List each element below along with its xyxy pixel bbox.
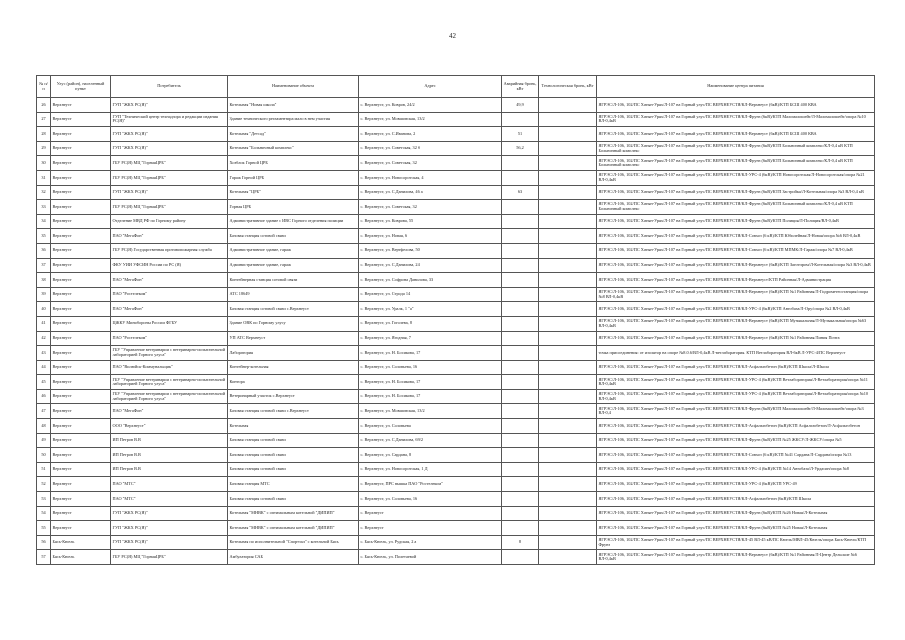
cell-address: с. Верхнеуст, ул. Гоголева, 8 [359, 316, 502, 331]
cell-consumer: ГБУ "Управление ветеринарии с ветеринарно-испытательной лабораторией Горного улуса" [111, 375, 228, 390]
cell-address: с. Верхнеуст, ул. Мовшовская, 13/2 [359, 404, 502, 419]
table-row [37, 462, 875, 477]
cell-object: Контейнерная станция сотовой связи [228, 273, 359, 288]
header-consumer: Потребитель [111, 76, 228, 98]
cell-object: Базовая станция сотовой связи [228, 448, 359, 463]
table-row [37, 127, 875, 142]
cell-index: 34 [37, 214, 51, 229]
cell-tech-reserve [539, 360, 597, 375]
cell-district: Верхнеуст [51, 200, 111, 215]
cell-object: Здание ОВК по Горному улусу [228, 316, 359, 331]
cell-power-center: ЯГРЭС/Л-106, 102/ПС Хатын-Урях/Л-107 на Горный улус/ПС ВЕРХНЕУСТЯ/КЛ-Верхнеуст/КТП Районная/Л-Администрация [597, 273, 875, 288]
table-row [37, 521, 875, 536]
cell-object: Котельная "Новая школа" [228, 98, 359, 113]
cell-district: Верхнеуст [51, 477, 111, 492]
cell-tech-reserve [539, 375, 597, 390]
cell-consumer: ПАО "МегаФон" [111, 273, 228, 288]
cell-emergency-reserve [502, 433, 539, 448]
cell-consumer: ГБУ "Управление ветеринарии с ветеринарно-испытательной лабораторией Горного улуса" [111, 346, 228, 361]
cell-address: с. Верхнеуст, ул. Коврова, 55 [359, 214, 502, 229]
table-row [37, 433, 875, 448]
table-row [37, 258, 875, 273]
cell-district: Верхнеуст [51, 214, 111, 229]
cell-district: Верхнеуст [51, 331, 111, 346]
cell-power-center: ЯГРЭС/Л-106, 102/ПС Хатын-Урях/Л-107 на Горный улус/ПС ВЕРХНЕУСТЯ/КЛ-Фрунз (6кВ)/КТП Полиция/Л-Полиция/ВЛ-0,4кВ [597, 214, 875, 229]
cell-index: 56 [37, 535, 51, 550]
table-row [37, 112, 875, 127]
cell-emergency-reserve [502, 375, 539, 390]
cell-object: Котельная [228, 419, 359, 434]
cell-emergency-reserve [502, 521, 539, 536]
cell-power-center: ЯГРЭС/Л-106, 102/ПС Хатын-Урях/Л-107 на Горный улус/ПС ВЕРХНЕУСТЯ/КЛ-Асфальтобетон (6кВ)/КТП Школа/Л-Школа [597, 360, 875, 375]
table-row [37, 156, 875, 171]
cell-power-center: ЯГРЭС/Л-106, 102/ПС Хатын-Урях/Л-107 на Горный улус/ПС ВЕРХНЕУСТЯ/КЛ-Фрунз (6кВ)/КТП №25 ЖКСУ/Л-ЖКСУ/опора №5 [597, 433, 875, 448]
cell-district: Верхнеуст [51, 185, 111, 200]
cell-index: 55 [37, 521, 51, 536]
cell-tech-reserve [539, 112, 597, 127]
cell-index: 27 [37, 112, 51, 127]
cell-consumer: ГУП "ЖКХ РС(Я)" [111, 185, 228, 200]
cell-emergency-reserve [502, 389, 539, 404]
cell-index: 36 [37, 243, 51, 258]
table-row [37, 243, 875, 258]
cell-consumer: ГУП "ЖКХ РС(Я)" [111, 127, 228, 142]
cell-emergency-reserve [502, 156, 539, 171]
cell-tech-reserve [539, 316, 597, 331]
cell-consumer: ГУП "Технический центр технадзора и редакции издания РС(Я)" [111, 112, 228, 127]
cell-emergency-reserve [502, 360, 539, 375]
cell-tech-reserve [539, 419, 597, 434]
cell-address: с. Верхнеуст, ул. Ковров, 24/2 [359, 98, 502, 113]
cell-address: с. Верхнеуст, ул. Советская, 32 [359, 156, 502, 171]
cell-consumer: Отделение МВД РФ по Горному району [111, 214, 228, 229]
cell-district: Бясь-Кюель [51, 550, 111, 565]
cell-address: с. Верхнеуст, ул. Н. Босикова, 17 [359, 375, 502, 390]
table-row [37, 550, 875, 565]
cell-power-center: ЯГРЭС/Л-106, 102/ПС Хатын-Урях/Л-107 на Горный улус/ПС ВЕРХНЕУСТЯ/КЛ-Фрунз (6кВ)/КТП Больничный комплекс/КЛ-0,4 кВ КТП Больничный комплекс [597, 141, 875, 156]
cell-address: с. Верхнеуст, ул. Строда 14 [359, 287, 502, 302]
table-row [37, 506, 875, 521]
cell-address: с. Верхнеуст, ул. С.Данилова, 46 а [359, 185, 502, 200]
cell-emergency-reserve [502, 170, 539, 185]
cell-index: 40 [37, 302, 51, 317]
cell-object: Котельная "ЦРБ" [228, 185, 359, 200]
cell-address: с. Верхнеуст, ул. Советская, 32 б [359, 141, 502, 156]
cell-tech-reserve [539, 141, 597, 156]
table-row [37, 419, 875, 434]
cell-district: Верхнеуст [51, 506, 111, 521]
cell-emergency-reserve [502, 448, 539, 463]
cell-consumer: ГУП "ЖКХ РС(Я)" [111, 535, 228, 550]
cell-index: 28 [37, 127, 51, 142]
cell-tech-reserve [539, 521, 597, 536]
cell-power-center: ЯГРЭС/Л-106, 102/ПС Хатын-Урях/Л-107 на Горный улус/ПС ВЕРХНЕУСТЯ/КЛ-Асфальтобетон (6кВ)/КТП Школа [597, 492, 875, 507]
cell-power-center: ЯГРЭС/Л-106, 102/ПС Хатын-Урях/Л-107 на Горный улус/ПС ВЕРХНЕУСТЯ/КЛ-УРС-4 (6кВ)/КТП №14 Автобаза/Л-Урдасин/опора №8 [597, 462, 875, 477]
cell-consumer: ФКУ УИИ УФСИН России по РС (Я) [111, 258, 228, 273]
cell-object: Котельная по исполнительной "Спортзал" с котельной Бясь [228, 535, 359, 550]
cell-district: Верхнеуст [51, 404, 111, 419]
cell-power-center: ЯГРЭС/Л-106, 102/ПС Хатын-Урях/Л-107 на Горный улус/ПС ВЕРХНЕУСТЯ/КЛ-Верхнеуст (6кВ)/КТП Музыкальная/Л-Музыкальная/опора №63 ВЛ-0,4кВ [597, 316, 875, 331]
cell-object: АТС 18649 [228, 287, 359, 302]
cell-power-center: точка присоединения: от изолятор на опоре №8.0.6/ВЛ-0,4кВ Л-ветлаборатория. КТП Ветлаборатория ВЛ-6кВ Л-УРС-4/ПС Верхнеуст [597, 346, 875, 361]
cell-tech-reserve [539, 462, 597, 477]
cell-district: Верхнеуст [51, 243, 111, 258]
cell-emergency-reserve [502, 112, 539, 127]
cell-object: Здание технического регламентира мало в нем участия [228, 112, 359, 127]
cell-district: Верхнеуст [51, 419, 111, 434]
power-reserve-table [36, 75, 875, 565]
cell-district: Верхнеуст [51, 141, 111, 156]
cell-emergency-reserve [502, 214, 539, 229]
cell-address: с. Верхнеуст, ул. С.Иванова, 2 [359, 127, 502, 142]
cell-power-center: ЯГРЭС/Л-106, 102/ПС Хатын-Урях/Л-107 на Горный улус/ПС ВЕРХНЕУСТЯ/КЛ-УРС-4 (6кВ)/КТП УРС-49 [597, 477, 875, 492]
cell-consumer: ПАО "МегаФон" [111, 404, 228, 419]
cell-consumer: ГБУ РС(Я) МЦ "ГорнаяЦРБ" [111, 200, 228, 215]
cell-object: Административное здание с ИВС Горного отделения полиции [228, 214, 359, 229]
cell-index: 41 [37, 316, 51, 331]
cell-object: Котельная "МНВК" с оптимальным котельной "ДИПИП" [228, 521, 359, 536]
cell-power-center: ЯГРЭС/Л-106, 102/ПС Хатын-Урях/Л-107 на Горный улус/ПС ВЕРХНЕУСТЯ/КЛ-Совхоз (6 кВ)/КТП МПМК/Л-Гараж/опора №7 ВЛ-0,4кВ [597, 243, 875, 258]
cell-consumer: ГБУ РС(Я) Государственная противопожарная служба [111, 243, 228, 258]
cell-index: 50 [37, 448, 51, 463]
cell-address: с. Верхнеуст, ул. Советская, 32 [359, 200, 502, 215]
cell-index: 48 [37, 419, 51, 434]
cell-object: Контора [228, 375, 359, 390]
cell-district: Верхнеуст [51, 492, 111, 507]
cell-district: Верхнеуст [51, 448, 111, 463]
cell-index: 30 [37, 156, 51, 171]
cell-tech-reserve [539, 506, 597, 521]
cell-tech-reserve [539, 243, 597, 258]
table-row [37, 316, 875, 331]
cell-address: с. Верхнеуст, ул. С.Данилова, 24 [359, 258, 502, 273]
cell-district: Верхнеуст [51, 316, 111, 331]
cell-emergency-reserve: 49,9 [502, 98, 539, 113]
cell-object: Контейнер-котельная [228, 360, 359, 375]
table-row [37, 375, 875, 390]
cell-address: с. Верхнеуст, ПРС вышка ПАО "Ростелеком" [359, 477, 502, 492]
cell-tech-reserve [539, 287, 597, 302]
cell-tech-reserve [539, 535, 597, 550]
cell-index: 31 [37, 170, 51, 185]
cell-address: с. Бясь-Кюель, ул. Рудская, 2 а [359, 535, 502, 550]
cell-index: 51 [37, 462, 51, 477]
cell-emergency-reserve: 63 [502, 185, 539, 200]
cell-emergency-reserve [502, 419, 539, 434]
cell-tech-reserve [539, 404, 597, 419]
cell-object: Котельная "МНВК" с оптимальным котельной "ДИПИП" [228, 506, 359, 521]
cell-power-center: ЯГРЭС/Л-106, 102/ПС Хатын-Урях/Л-107 на Горный улус/ПС ВЕРХНЕУСТЯ/КЛ-Верхнеуст (6кВ)/КТП №1 Районная/Л-Центр Дельские №6 ВЛ-0,4кВ [597, 550, 875, 565]
cell-emergency-reserve: 51 [502, 127, 539, 142]
cell-tech-reserve [539, 346, 597, 361]
table-row [37, 214, 875, 229]
cell-index: 44 [37, 360, 51, 375]
cell-emergency-reserve [502, 273, 539, 288]
cell-address: с. Верхнеуст [359, 506, 502, 521]
cell-index: 52 [37, 477, 51, 492]
cell-address: с. Верхнеуст, ул. Сардана, 8 [359, 448, 502, 463]
cell-power-center: ЯГРЭС/Л-106, 102/ПС Хатын-Урях/Л-107 на Горный улус/ПС ВЕРХНЕУСТЯ/КЛ-Совхоз (6 кВ)/КТП №41 Сардана/Л-Сардана/опора №13 [597, 448, 875, 463]
cell-index: 29 [37, 141, 51, 156]
header-index: № п/п [37, 76, 51, 98]
cell-power-center: ЯГРЭС/Л-106, 102/ПС Хатын-Урях/Л-107 на Горный улус/ПС ВЕРХНЕУСТЯ/КЛ-Верхнеуст (6кВ)/КТП БСШ 400 КВА [597, 127, 875, 142]
cell-consumer: ПАО "МегаФон" [111, 229, 228, 244]
cell-power-center: ЯГРЭС/Л-106, 102/ПС Хатын-Урях/Л-107 на Горный улус/ПС ВЕРХНЕУСТЯ/КЛ-Верхнеуст (6кВ)/КТП Заготпром/Л-Котельная/опора №3 ВЛ-0,4кВ [597, 258, 875, 273]
cell-district: Верхнеуст [51, 127, 111, 142]
cell-district: Верхнеуст [51, 112, 111, 127]
cell-address: с. Верхнеуст [359, 521, 502, 536]
cell-address: с. Верхнеуст, ул. Вертфелова, 50 [359, 243, 502, 258]
cell-index: 26 [37, 98, 51, 113]
cell-tech-reserve [539, 302, 597, 317]
cell-emergency-reserve [502, 506, 539, 521]
cell-power-center: ЯГРЭС/Л-106, 102/ПС Хатын-Урях/Л-107 на Горный улус/ПС ВЕРХНЕУСТЯ/КЛ-Верхнеуст (6кВ)/КТП №1 Районная/Л-Гидрометеостанция/опора №8 ВЛ-0,4кВ [597, 287, 875, 302]
cell-district: Бясь-Кюель [51, 535, 111, 550]
header-tech-reserve: Технологическая бронь, кВт [539, 76, 597, 98]
cell-address: с. Верхнеуст, ул. Н. Босикова, 17 [359, 346, 502, 361]
cell-consumer: ИП Петров В.В [111, 448, 228, 463]
cell-tech-reserve [539, 156, 597, 171]
cell-consumer: ИП Петров В.В [111, 433, 228, 448]
cell-index: 32 [37, 185, 51, 200]
page-number: 42 [449, 32, 456, 40]
cell-object: УП АТС Верхнеуст [228, 331, 359, 346]
cell-address: с. Верхнеуст, ул. Ягодная, 7 [359, 331, 502, 346]
cell-district: Верхнеуст [51, 360, 111, 375]
table-row [37, 141, 875, 156]
table-row [37, 492, 875, 507]
cell-address: с. Верхнеуст, ул. Новая, 6 [359, 229, 502, 244]
cell-address: с. Верхнеуст, ул. С.Данилова, 69/2 [359, 433, 502, 448]
cell-address: с. Верхнеуст, ул. Мовшовская, 13/2 [359, 112, 502, 127]
cell-emergency-reserve [502, 243, 539, 258]
cell-district: Верхнеуст [51, 375, 111, 390]
cell-object: Горная ЦРБ [228, 200, 359, 215]
cell-tech-reserve [539, 200, 597, 215]
cell-consumer: ПАО "Вилюйск-Коммунальщик" [111, 360, 228, 375]
cell-district: Верхнеуст [51, 156, 111, 171]
cell-object: Административное здание, гараж [228, 243, 359, 258]
cell-object: Котельная "Детсад" [228, 127, 359, 142]
cell-index: 54 [37, 506, 51, 521]
cell-district: Верхнеуст [51, 229, 111, 244]
cell-power-center: ЯГРЭС/Л-106, 102/ПС Хатын-Урях/Л-107 на Горный улус/ПС ВЕРХНЕУСТЯ/КЛ-УРС-4 (6кВ)/КТП Автобаза/Л-Ору/опора №2 ВЛ-0,4кВ [597, 302, 875, 317]
cell-district: Верхнеуст [51, 462, 111, 477]
table-row [37, 331, 875, 346]
header-district: Улус (район), населенный пункт [51, 76, 111, 98]
cell-emergency-reserve [502, 287, 539, 302]
cell-tech-reserve [539, 550, 597, 565]
cell-district: Верхнеуст [51, 258, 111, 273]
cell-address: с. Верхнеуст, ул. Уралк, 1 "а" [359, 302, 502, 317]
cell-consumer: ИП Петров В.В [111, 462, 228, 477]
cell-index: 47 [37, 404, 51, 419]
cell-object: Хозблок Горной ЦРБ [228, 156, 359, 171]
cell-index: 42 [37, 331, 51, 346]
cell-emergency-reserve [502, 200, 539, 215]
cell-tech-reserve [539, 389, 597, 404]
cell-tech-reserve [539, 170, 597, 185]
cell-tech-reserve [539, 492, 597, 507]
cell-district: Верхнеуст [51, 389, 111, 404]
cell-district: Верхнеуст [51, 273, 111, 288]
cell-emergency-reserve: 56,2 [502, 141, 539, 156]
cell-consumer: ЦЖКУ Минобороны России ФГБУ [111, 316, 228, 331]
cell-consumer: ГБУ "Управление ветеринарии с ветеринарно-испытательной лабораторией Горного улуса" [111, 389, 228, 404]
cell-address: с. Верхнеуст, ул. Н. Босикова, 17 [359, 389, 502, 404]
cell-power-center: ЯГРЭС/Л-106, 102/ПС Хатын-Урях/Л-107 на Горный улус/ПС ВЕРХНЕУСТЯ/КЛ-Фрунз (6кВ)/КТП Больничный комплекс/КЛ-0,4 кВ КТП Больничный комплекс [597, 200, 875, 215]
cell-index: 43 [37, 346, 51, 361]
header-address: Адрес [359, 76, 502, 98]
cell-power-center: ЯГРЭС/Л-106, 102/ПС Хатын-Урях/Л-107 на Горный улус/ПС ВЕРХНЕУСТЯ/КЛ-Фрунз (6кВ)/КТП №26 Новая/Л-Котельная [597, 506, 875, 521]
cell-address: с. Верхнеуст, ул. Новосоротская, 1 Д [359, 462, 502, 477]
cell-district: Верхнеуст [51, 302, 111, 317]
cell-tech-reserve [539, 229, 597, 244]
cell-power-center: ЯГРЭС/Л-106, 102/ПС Хатын-Урях/Л-107 на Горный улус/ПС ВЕРХНЕУСТЯ/КЛ-Верхнеуст (6кВ)/КТП БСШ 400 КВА [597, 98, 875, 113]
cell-district: Верхнеуст [51, 170, 111, 185]
cell-power-center: ЯГРЭС/Л-106, 102/ПС Хатын-Урях/Л-107 на Горный улус/ПС ВЕРХНЕУСТЯ/КЛ-Совхоз (6 кВ)/КТП Юбилейная/Л-Новая/опора №6 ВЛ-0,4кВ [597, 229, 875, 244]
table-row [37, 448, 875, 463]
cell-power-center: ЯГРЭС/Л-106, 102/ПС Хатын-Урях/Л-107 на Горный улус/ПС ВЕРХНЕУСТЯ/КЛ-УРС-4 (6кВ)/КТП Ветлаборатория/Л-Ветлаборатория/опора №11 ВЛ-0,4кВ [597, 375, 875, 390]
table-row [37, 98, 875, 113]
cell-index: 35 [37, 229, 51, 244]
cell-consumer: ПАО "Ростелеком" [111, 331, 228, 346]
cell-object: Базовая станция МТС [228, 477, 359, 492]
cell-emergency-reserve [502, 462, 539, 477]
table-row [37, 346, 875, 361]
cell-emergency-reserve [502, 258, 539, 273]
cell-district: Верхнеуст [51, 521, 111, 536]
cell-power-center: ЯГРЭС/Л-106, 102/ПС Хатын-Урях/Л-107 на Горный улус/ПС ВЕРХНЕУСТЯ/КЛ-45 ВЛ-45 кВ/ПС Кюель/МВЛ-45/Кюель/опора Бясь-Кюель/КТП Фрунз [597, 535, 875, 550]
cell-address: с. Верхнеуст, ул. Соловьева, 16 [359, 492, 502, 507]
table-row [37, 287, 875, 302]
cell-power-center: ЯГРЭС/Л-106, 102/ПС Хатын-Урях/Л-107 на Горный улус/ПС ВЕРХНЕУСТЯ/КЛ-Фрунз (6кВ)/КТП Маломалошейт/Л-Маломалошейт/опора №3 ВЛ-0,4 [597, 404, 875, 419]
table-row [37, 185, 875, 200]
cell-tech-reserve [539, 448, 597, 463]
cell-index: 45 [37, 375, 51, 390]
cell-object: Базовая станция сотовой связи [228, 433, 359, 448]
cell-object: Котельная "Больничный комплекс" [228, 141, 359, 156]
cell-object: Базовая станция сотовой связи с.Верхнеуст [228, 302, 359, 317]
cell-index: 37 [37, 258, 51, 273]
table-row [37, 404, 875, 419]
cell-tech-reserve [539, 433, 597, 448]
cell-emergency-reserve [502, 492, 539, 507]
table-row [37, 229, 875, 244]
cell-index: 49 [37, 433, 51, 448]
cell-tech-reserve [539, 98, 597, 113]
cell-power-center: ЯГРЭС/Л-106, 102/ПС Хатын-Урях/Л-107 на Горный улус/ПС ВЕРХНЕУСТЯ/КЛ-Фрунз (6кВ)/КТП №25 Новая/Л-Котельная [597, 521, 875, 536]
cell-district: Верхнеуст [51, 98, 111, 113]
cell-district: Верхнеуст [51, 433, 111, 448]
cell-address: с. Верхнеуст, ул. Софрона Данилова, 33 [359, 273, 502, 288]
cell-index: 33 [37, 200, 51, 215]
cell-emergency-reserve [502, 331, 539, 346]
cell-district: Верхнеуст [51, 287, 111, 302]
cell-address: с. Верхнеуст, ул. Новосоротская, 4 [359, 170, 502, 185]
cell-tech-reserve [539, 477, 597, 492]
cell-consumer: ГУП "ЖКХ РС(Я)" [111, 506, 228, 521]
cell-power-center: ЯГРЭС/Л-106, 102/ПС Хатын-Урях/Л-107 на Горный улус/ПС ВЕРХНЕУСТЯ/КЛ-Верхнеуст (6кВ)/КТП №1 Районная/Линия Почта [597, 331, 875, 346]
table-header-row [37, 76, 875, 98]
cell-object: Ветеринарный участок с.Верхнеуст [228, 389, 359, 404]
cell-power-center: ЯГРЭС/Л-106, 102/ПС Хатын-Урях/Л-107 на Горный улус/ПС ВЕРХНЕУСТЯ/КЛ-Фрунз (6кВ)/КТП Больничный комплекс/КЛ-0,4 кВ КТП Больничный комплекс [597, 156, 875, 171]
table-row [37, 535, 875, 550]
cell-object: Базовая станция сотовой связи [228, 492, 359, 507]
cell-consumer: ПАО "Ростелеком" [111, 287, 228, 302]
cell-tech-reserve [539, 127, 597, 142]
cell-tech-reserve [539, 273, 597, 288]
cell-consumer: ГУП "ЖКХ РС(Я)" [111, 98, 228, 113]
cell-emergency-reserve [502, 404, 539, 419]
cell-power-center: ЯГРЭС/Л-106, 102/ПС Хатын-Урях/Л-107 на Горный улус/ПС ВЕРХНЕУСТЯ/КЛ-Фрунз (6кВ)/КТП Маломалошейт/Л-Маломалошейт/опора №10 ВЛ-0,4кВ [597, 112, 875, 127]
cell-object: Административное здание, гараж [228, 258, 359, 273]
cell-tech-reserve [539, 185, 597, 200]
table-row [37, 389, 875, 404]
table-row [37, 477, 875, 492]
table-row [37, 302, 875, 317]
cell-address: с. Верхнеуст, ул. Соловьева [359, 419, 502, 434]
cell-power-center: ЯГРЭС/Л-106, 102/ПС Хатын-Урях/Л-107 на Горный улус/ПС ВЕРХНЕУСТЯ/КЛ-УРС-4 (6кВ)/КТП Новосоротская/Л-Новосоротская/опора №21 ВЛ-0,4кВ [597, 170, 875, 185]
cell-object: Лаборатория [228, 346, 359, 361]
cell-index: 46 [37, 389, 51, 404]
cell-emergency-reserve: 8 [502, 535, 539, 550]
cell-power-center: ЯГРЭС/Л-106, 102/ПС Хатын-Урях/Л-107 на Горный улус/ПС ВЕРХНЕУСТЯ/КЛ-Фрунз (6кВ)/КТП Застройка/Л-Котельная/опора №3 ВЛ-0,4 кВ [597, 185, 875, 200]
cell-power-center: ЯГРЭС/Л-106, 102/ПС Хатын-Урях/Л-107 на Горный улус/ПС ВЕРХНЕУСТЯ/КЛ-Асфальтобетон (6кВ)/КТП Асфальтобетон/Л-Асфальтобетон [597, 419, 875, 434]
cell-object: Базовая станция сотовой связи с.Верхнеуст [228, 404, 359, 419]
cell-consumer: ГБУ РС(Я) МЦ "ГорнаяЦРБ" [111, 550, 228, 565]
cell-index: 38 [37, 273, 51, 288]
cell-tech-reserve [539, 258, 597, 273]
cell-object: Амбулатория САБ [228, 550, 359, 565]
cell-tech-reserve [539, 214, 597, 229]
cell-object: Гараж Горной ЦРБ [228, 170, 359, 185]
cell-index: 39 [37, 287, 51, 302]
cell-emergency-reserve [502, 229, 539, 244]
cell-consumer: ГБУ РС(Я) МЦ "ГорнаяЦРБ" [111, 156, 228, 171]
cell-consumer: ГУП "ЖКХ РС(Я)" [111, 141, 228, 156]
cell-emergency-reserve [502, 302, 539, 317]
cell-consumer: ГУП "ЖКХ РС(Я)" [111, 521, 228, 536]
header-emergency-reserve: Аварийная бронь, кВт [502, 76, 539, 98]
cell-index: 57 [37, 550, 51, 565]
cell-consumer: ПАО "МегаФон" [111, 302, 228, 317]
cell-tech-reserve [539, 331, 597, 346]
cell-district: Верхнеуст [51, 346, 111, 361]
cell-power-center: ЯГРЭС/Л-106, 102/ПС Хатын-Урях/Л-107 на Горный улус/ПС ВЕРХНЕУСТЯ/КЛ-УРС-4 (6кВ)/КТП Ветлаборатория/Л-Ветлаборатория/опора №10 ВЛ-0,4кВ [597, 389, 875, 404]
header-power-center: Наименование центра питания [597, 76, 875, 98]
cell-object: Базовая станция сотовой связи [228, 229, 359, 244]
cell-consumer: ПАО "МТС" [111, 477, 228, 492]
table-row [37, 273, 875, 288]
header-object: Наименование объекта [228, 76, 359, 98]
cell-address: с. Верхнеуст, ул. Соловьева, 16 [359, 360, 502, 375]
cell-emergency-reserve [502, 550, 539, 565]
cell-object: Базовая станция сотовой связи [228, 462, 359, 477]
table-row [37, 170, 875, 185]
table-row [37, 200, 875, 215]
cell-emergency-reserve [502, 477, 539, 492]
cell-index: 53 [37, 492, 51, 507]
cell-emergency-reserve [502, 316, 539, 331]
cell-consumer: ГБУ РС(Я) МЦ "ГорнаяЦРБ" [111, 170, 228, 185]
cell-address: с. Бясь-Кюель, ул. Полетаевой [359, 550, 502, 565]
table-row [37, 360, 875, 375]
cell-emergency-reserve [502, 346, 539, 361]
cell-consumer: ПАО "МТС" [111, 492, 228, 507]
cell-consumer: ООО "Верхнеуст" [111, 419, 228, 434]
